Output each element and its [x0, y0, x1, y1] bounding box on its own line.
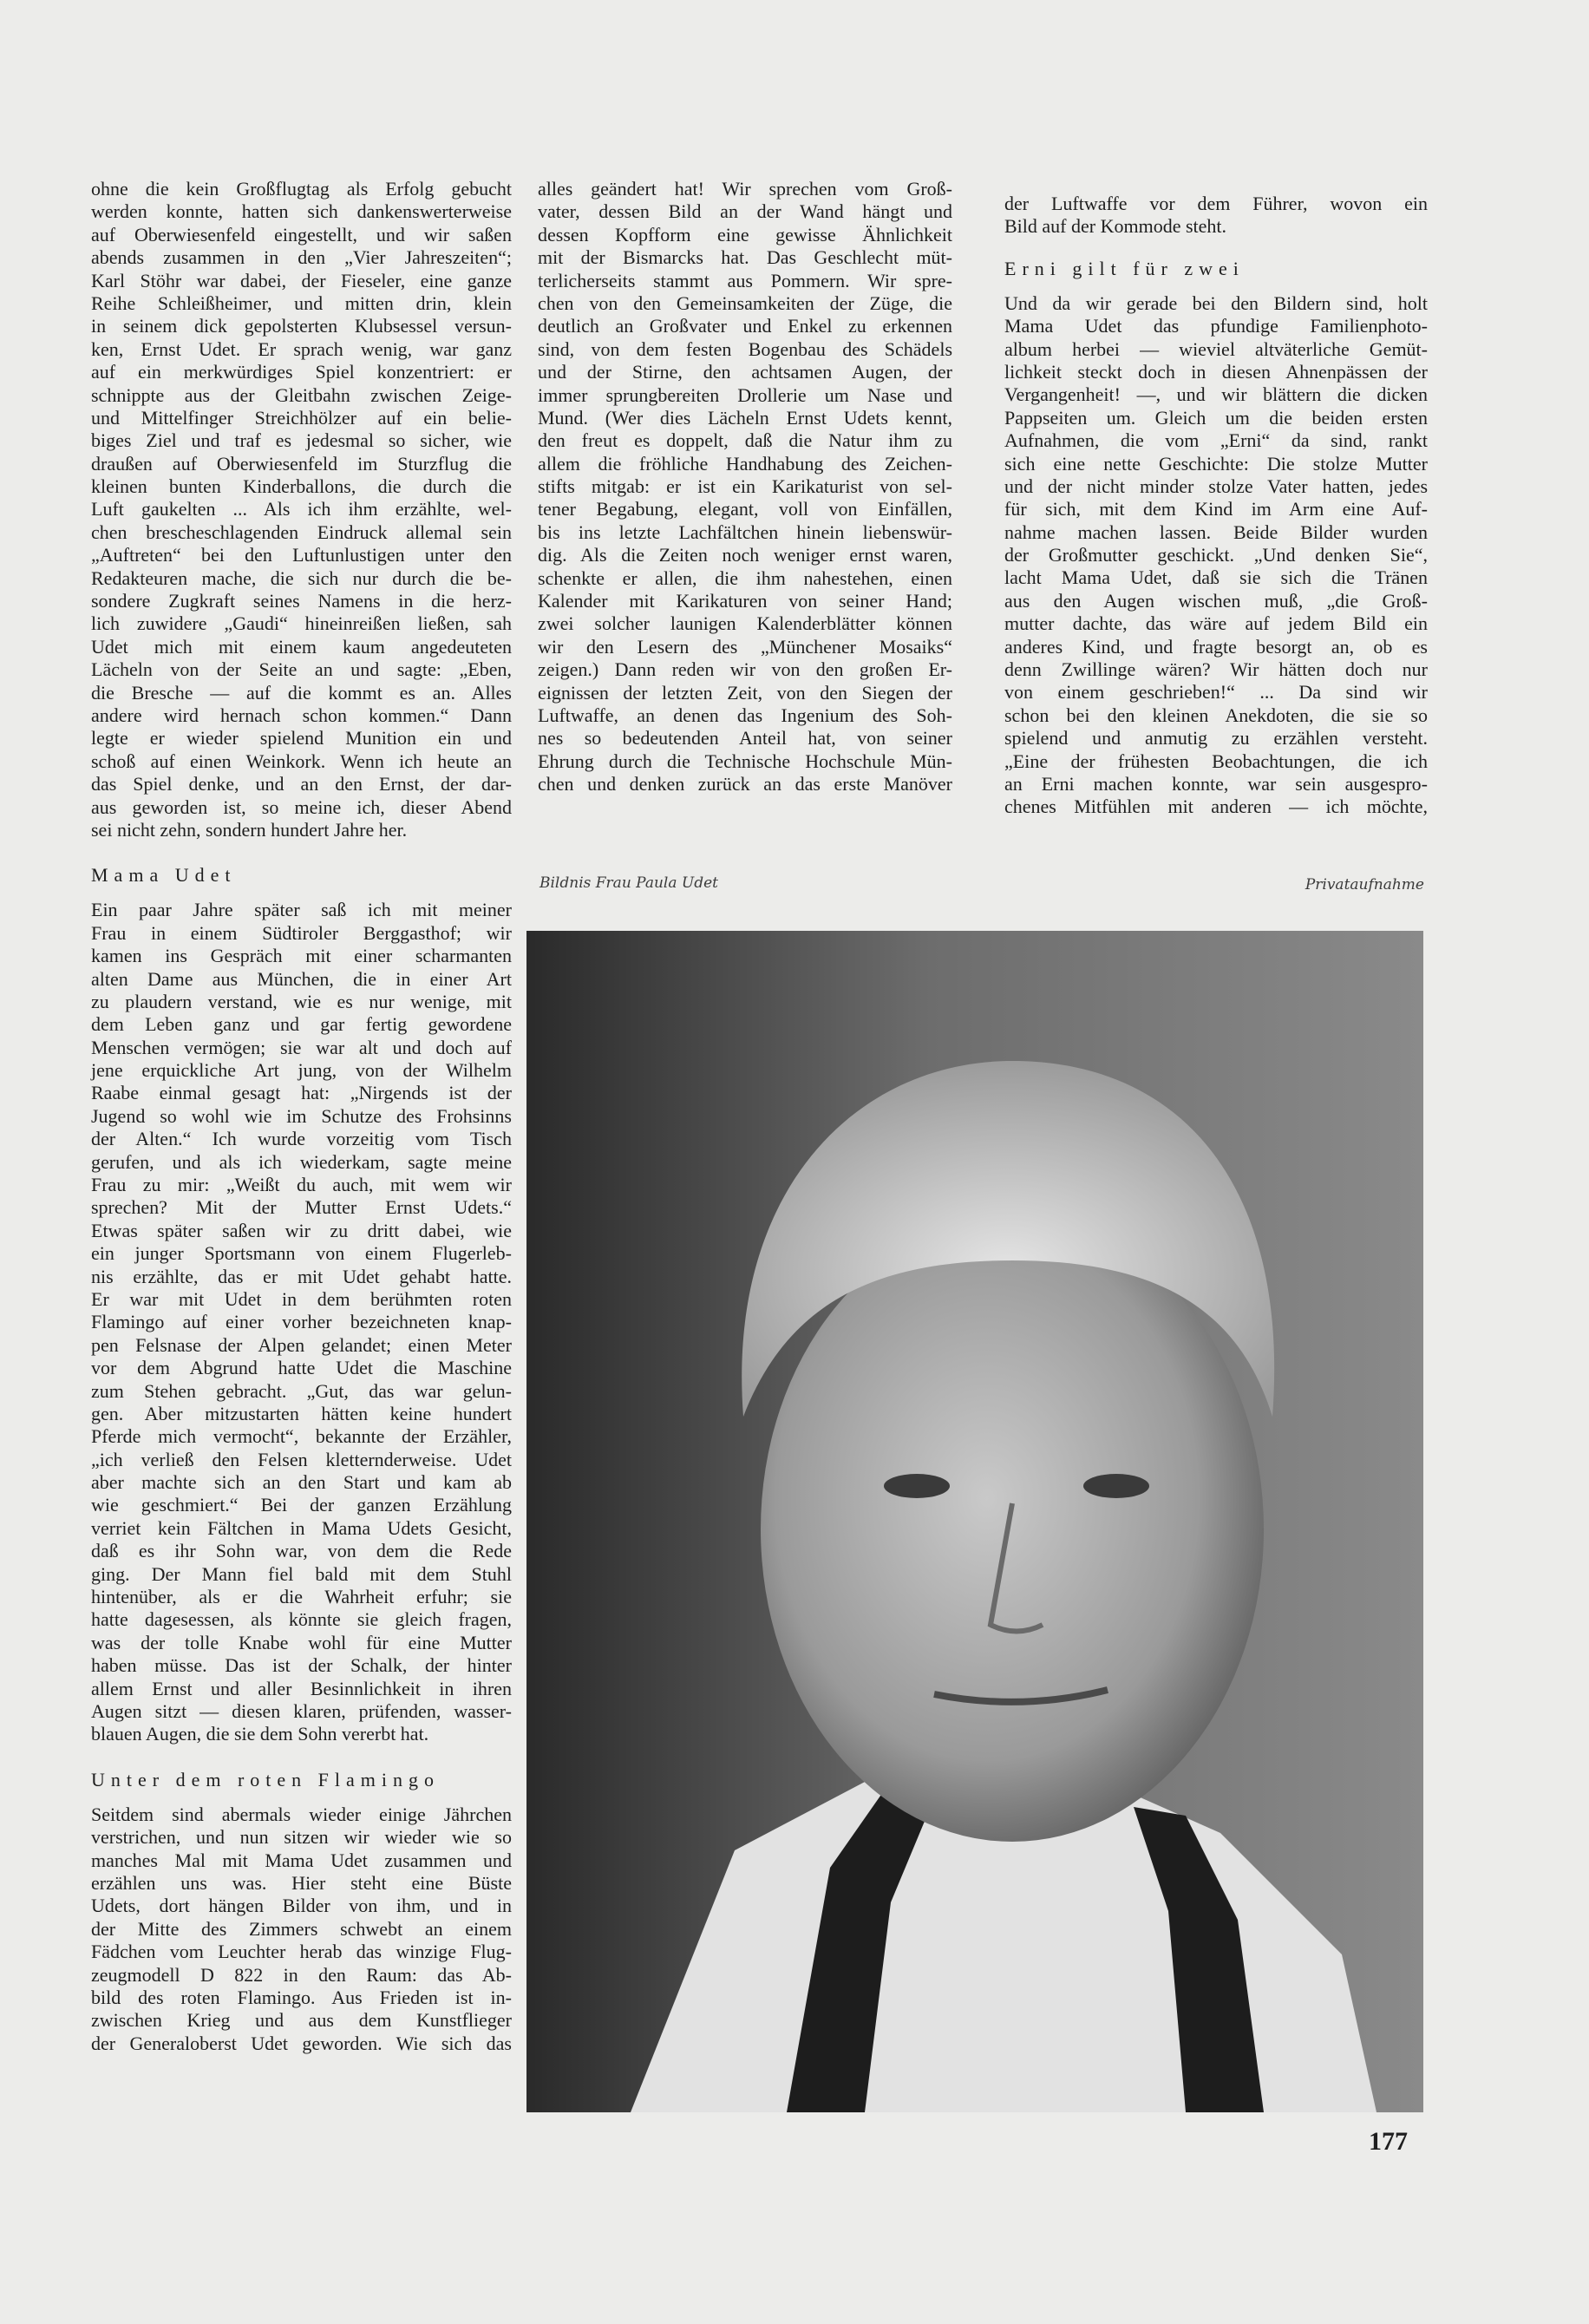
text-line: werden konnte, hatten sich dankenswerterweise: [91, 200, 512, 223]
text-line: alles geändert hat! Wir sprechen vom Groß-: [538, 178, 952, 200]
text-line: bis ins letzte Lachfältchen hinein liebenswür-: [538, 520, 952, 543]
text-line: mit der Bismarcks hat. Das Geschlecht müt-: [538, 246, 952, 269]
text-line: Augen sitzt — diesen klaren, prüfenden, wasser-: [91, 1700, 512, 1722]
text-line: auf ein merkwürdiges Spiel konzentriert: er: [91, 361, 512, 383]
text-line: zwei solcher launigen Kalenderblätter können: [538, 612, 952, 635]
text-line: kleinen bunten Kinderballons, die durch die: [91, 475, 512, 498]
text-line: „Auftreten“ bei den Luftunlustigen unter den: [91, 544, 512, 566]
text-line: tener Begabung, elegant, voll von Einfällen,: [538, 498, 952, 520]
paragraph: [1004, 292, 1428, 819]
text-line: ging. Der Mann fiel bald mit dem Stuhl: [91, 1562, 512, 1585]
eye: [1083, 1474, 1149, 1498]
text-line: album herbei — wieviel altväterliche Gemüt-: [1004, 337, 1428, 360]
text-line: schenkte er allen, die ihm nahestehen, einen: [538, 566, 952, 589]
section-heading-erni-gilt-fuer-zwei: Erni gilt für zwei: [1004, 257, 1245, 279]
text-line: mutter dachte, das wäre auf jedem Bild ein: [1004, 612, 1428, 635]
text-line: Luftwaffe, an denen das Ingenium des Soh-: [538, 704, 952, 726]
text-line: Karl Stöhr war dabei, der Fieseler, eine ganze: [91, 269, 512, 291]
text-line: die Bresche — auf die kommt es an. Alles: [91, 681, 512, 704]
text-line: erzählen uns was. Hier steht eine Büste: [91, 1871, 512, 1894]
text-line: aus geworden ist, so meine ich, dieser Abend: [91, 795, 512, 818]
text-line: sondere Zugkraft seines Namens in die herz-: [91, 590, 512, 612]
left-column: [91, 178, 512, 2055]
text-line: in seinem dick gepolsterten Klubsessel versun-: [91, 315, 512, 337]
text-line: denn Zwillinge wären? Wir hätten doch nur: [1004, 658, 1428, 681]
text-line: Ehrung durch die Technische Hochschule Mün-: [538, 750, 952, 772]
text-line: Reihe Schleißheimer, und mitten drin, klein: [91, 291, 512, 314]
text-line: was der tolle Knabe wohl für eine Mutter: [91, 1631, 512, 1653]
text-line: aber machte sich an den Start und kam ab: [91, 1471, 512, 1494]
text-line: hatte dagesessen, als könnte sie gleich fragen,: [91, 1608, 512, 1631]
text-line: Mama Udet das pfundige Familienphoto-: [1004, 315, 1428, 337]
section-heading-unter-dem-roten-flamingo: Unter dem roten Flamingo: [91, 1768, 441, 1790]
text-line: dem Leben ganz und gar fertig gewordene: [91, 1013, 512, 1036]
text-line: „ich verließ den Felsen kletternderweise. Udet: [91, 1448, 512, 1470]
text-line: für sich, mit dem Kind im Arm eine Auf-: [1004, 498, 1428, 520]
text-line: alten Dame aus München, die in einer Art: [91, 967, 512, 990]
portrait-photo: [526, 931, 1423, 2112]
text-line: Menschen vermögen; sie war alt und doch auf: [91, 1036, 512, 1058]
text-line: Bild auf der Kommode steht.: [1004, 215, 1227, 238]
text-line: Mund. (Wer dies Lächeln Ernst Udets kennt,: [538, 406, 952, 429]
text-line: dessen Kopfform eine gewisse Ähnlichkeit: [538, 223, 952, 245]
text-line: lacht Mama Udet, daß sie sich die Tränen: [1004, 566, 1428, 589]
text-line: vater, dessen Bild an der Wand hängt und: [538, 200, 952, 223]
photo-credit: Privataufnahme: [1305, 876, 1424, 894]
text-line: von einem geschrieben!“ ... Da sind wir: [1004, 681, 1428, 704]
paragraph: [91, 1804, 512, 2055]
text-line: Frau zu mir: „Weißt du auch, mit wem wir: [91, 1174, 512, 1196]
text-line: zum Stehen gebracht. „Gut, das war gelun-: [91, 1379, 512, 1402]
text-line: Pferde mich vermocht“, bekannte der Erzähler,: [91, 1425, 512, 1448]
text-line: ein junger Sportsmann von einem Flugerleb-: [91, 1242, 512, 1265]
text-line: Fädchen vom Leuchter herab das winzige Flug-: [91, 1941, 512, 1963]
text-line: sich eine nette Geschichte: Die stolze Mutter: [1004, 452, 1428, 475]
text-line: gen. Aber mitzustarten hätten keine hundert: [91, 1402, 512, 1424]
text-line: Raabe einmal gesagt hat: „Nirgends ist der: [91, 1082, 512, 1104]
text-line: dig. Als die Zeiten noch weniger ernst waren,: [538, 544, 952, 566]
text-line: bild des roten Flamingo. Aus Frieden ist in-: [91, 1986, 512, 2008]
text-line: Lächeln von der Seite an und sagte: „Eben,: [91, 658, 512, 681]
text-line: haben müsse. Das ist der Schalk, der hinter: [91, 1654, 512, 1677]
text-line: gerufen, und als ich wiederkam, sagte meine: [91, 1150, 512, 1173]
text-line: sind, von dem festen Bogenbau des Schädels: [538, 337, 952, 360]
text-line: lichkeit steckt doch in diesen Ahnenpässen der: [1004, 360, 1428, 383]
text-line: legte er wieder spielend Munition ein und: [91, 727, 512, 750]
text-line: immer sprungbereiten Drollerie um Nase und: [538, 383, 952, 406]
text-line: schnippte aus der Gleitbahn zwischen Zeige-: [91, 383, 512, 406]
text-line: verstrichen, und nun sitzen wir wieder wie so: [91, 1826, 512, 1849]
text-line: nes so bedeutenden Anteil hat, von seiner: [538, 727, 952, 750]
text-line: nahme machen lassen. Beide Bilder wurden: [1004, 520, 1428, 543]
text-line: Ein paar Jahre später saß ich mit meiner: [91, 899, 512, 921]
text-line: zwischen Krieg und aus dem Kunstflieger: [91, 2009, 512, 2032]
text-line: allem Ernst und aller Besinnlichkeit in ihren: [91, 1677, 512, 1699]
text-line: zeugmodell D 822 in den Raum: das Ab-: [91, 1963, 512, 1986]
text-line: der Luftwaffe vor dem Führer, wovon ein: [1004, 193, 1428, 214]
right-column: [1004, 193, 1428, 819]
text-line: nis erzählte, das er mit Udet gehabt hatte.: [91, 1265, 512, 1287]
text-line: lich zuwidere „Gaudi“ hineinreißen ließen, sah: [91, 612, 512, 635]
text-line: „Eine der frühesten Beobachtungen, die ich: [1004, 750, 1428, 772]
section-heading-mama-udet: Mama Udet: [91, 864, 237, 887]
text-line: eignissen der letzten Zeit, von den Siegen der: [538, 681, 952, 704]
text-line: schon bei den kleinen Anekdoten, die sie so: [1004, 704, 1428, 726]
text-line: blauen Augen, die sie dem Sohn vererbt hat.: [91, 1723, 429, 1745]
text-line: und Mittelfinger Streichhölzer auf ein belie-: [91, 406, 512, 429]
text-line: sei nicht zehn, sondern hundert Jahre her.: [91, 818, 408, 841]
text-line: auf Oberwiesenfeld eingestellt, und wir saßen: [91, 223, 512, 245]
text-line: aus den Augen wischen muß, „die Groß-: [1004, 589, 1428, 612]
text-line: terlicherseits stammt aus Pommern. Wir spre-: [538, 269, 952, 291]
paragraph: [91, 899, 512, 1745]
text-line: sprechen? Mit der Mutter Ernst Udets.“: [91, 1196, 512, 1219]
text-line: Kalender mit Karikaturen von seiner Hand;: [538, 590, 952, 612]
paragraph: [91, 178, 512, 841]
text-line: den freut es doppelt, daß die Natur ihm zu: [538, 429, 952, 452]
text-line: Frau in einem Südtiroler Berggasthof; wir: [91, 921, 512, 944]
text-line: Seitdem sind abermals wieder einige Jährchen: [91, 1803, 512, 1825]
text-line: Jugend so wohl wie im Schutze des Frohsinns: [91, 1104, 512, 1127]
text-line: stifts mitgab: er ist ein Karikaturist von sel-: [538, 475, 952, 498]
eye: [884, 1474, 950, 1498]
text-line: Redakteuren mache, die sich nur durch die be-: [91, 566, 512, 589]
text-line: daß es ihr Sohn war, von dem die Rede: [91, 1540, 512, 1562]
text-line: der Großmutter geschickt. „Und denken Sie“,: [1004, 544, 1428, 566]
text-line: Er war mit Udet in dem berühmten roten: [91, 1287, 512, 1310]
text-line: deutlich an Großvater und Enkel zu erkennen: [538, 315, 952, 337]
paragraph: [1004, 193, 1428, 239]
text-line: zeigen.) Dann reden wir von den großen Er-: [538, 658, 952, 681]
text-line: das Spiel denke, und an den Ernst, der dar-: [91, 773, 512, 795]
page-number: 177: [1369, 2127, 1408, 2156]
text-line: chen von den Gemeinsamkeiten der Züge, die: [538, 291, 952, 314]
text-line: Udet mich mit einem kaum angedeuteten: [91, 635, 512, 658]
text-line: der Generaloberst Udet geworden. Wie sich das: [91, 2032, 512, 2054]
text-line: ken, Ernst Udet. Er sprach wenig, war ganz: [91, 337, 512, 360]
text-line: pen Felsnase der Alpen gelandet; einen Meter: [91, 1333, 512, 1356]
text-line: und der nicht minder stolze Vater hatten, jedes: [1004, 475, 1428, 497]
text-line: an Erni machen konnte, war sein ausgespro-: [1004, 772, 1428, 795]
photo-caption: Bildnis Frau Paula Udet: [539, 874, 719, 892]
text-line: Udets, dort hängen Bilder von ihm, und in: [91, 1895, 512, 1917]
text-line: Luft gaukelten ... Als ich ihm erzählte, wel-: [91, 498, 512, 520]
text-line: allem die fröhliche Handhabung des Zeichen-: [538, 452, 952, 475]
text-line: kamen ins Gespräch mit einer scharmanten: [91, 945, 512, 967]
text-line: chenes Mitfühlen mit anderen — ich möchte,: [1004, 795, 1428, 818]
text-line: chen brescheschlagenden Eindruck allemal sein: [91, 520, 512, 543]
text-line: chen und denken zurück an das erste Manöver: [538, 773, 952, 795]
middle-column: [538, 178, 952, 796]
text-line: hintenüber, als er die Wahrheit erfuhr; sie: [91, 1586, 512, 1608]
text-line: biges Ziel und traf es jedesmal so sicher, wie: [91, 429, 512, 452]
text-line: wir den Lesern des „Münchener Mosaiks“: [538, 635, 952, 658]
text-line: anderes Kind, und fragte besorgt an, ob es: [1004, 635, 1428, 658]
text-line: jene erquickliche Art jung, von der Wilhelm: [91, 1059, 512, 1082]
text-line: draußen auf Oberwiesenfeld im Sturzflug die: [91, 452, 512, 475]
text-line: ohne die kein Großflugtag als Erfolg gebucht: [91, 178, 512, 200]
text-line: Flamingo auf einer vorher bezeichneten knap-: [91, 1311, 512, 1333]
text-line: und der Stirne, den achtsamen Augen, der: [538, 361, 952, 383]
text-line: wie geschmiert.“ Bei der ganzen Erzählung: [91, 1494, 512, 1516]
text-line: spielend und anmutig zu erzählen versteht.: [1004, 727, 1428, 750]
text-line: manches Mal mit Mama Udet zusammen und: [91, 1849, 512, 1871]
text-line: verriet kein Fältchen in Mama Udets Gesicht,: [91, 1516, 512, 1539]
text-line: Etwas später saßen wir zu dritt dabei, wie: [91, 1219, 512, 1241]
text-line: Aufnahmen, die vom „Erni“ da sind, rankt: [1004, 429, 1428, 452]
text-line: der Alten.“ Ich wurde vorzeitig vom Tisch: [91, 1128, 512, 1150]
text-line: abends zusammen in den „Vier Jahreszeiten“;: [91, 246, 512, 269]
text-line: schoß auf einen Weinkork. Wenn ich heute an: [91, 750, 512, 772]
text-line: der Mitte des Zimmers schwebt an einem: [91, 1917, 512, 1940]
text-line: andere wird hernach schon kommen.“ Dann: [91, 704, 512, 726]
paragraph: [538, 178, 952, 796]
face: [761, 1217, 1264, 1842]
text-line: zu plaudern verstand, wie es nur wenige, mit: [91, 990, 512, 1012]
text-line: vor dem Abgrund hatte Udet die Maschine: [91, 1357, 512, 1379]
text-line: Pappseiten um. Gleich um die beiden ersten: [1004, 406, 1428, 429]
text-line: Vergangenheit! —, und wir blättern die dicken: [1004, 383, 1428, 406]
text-line: Und da wir gerade bei den Bildern sind, holt: [1004, 291, 1428, 314]
